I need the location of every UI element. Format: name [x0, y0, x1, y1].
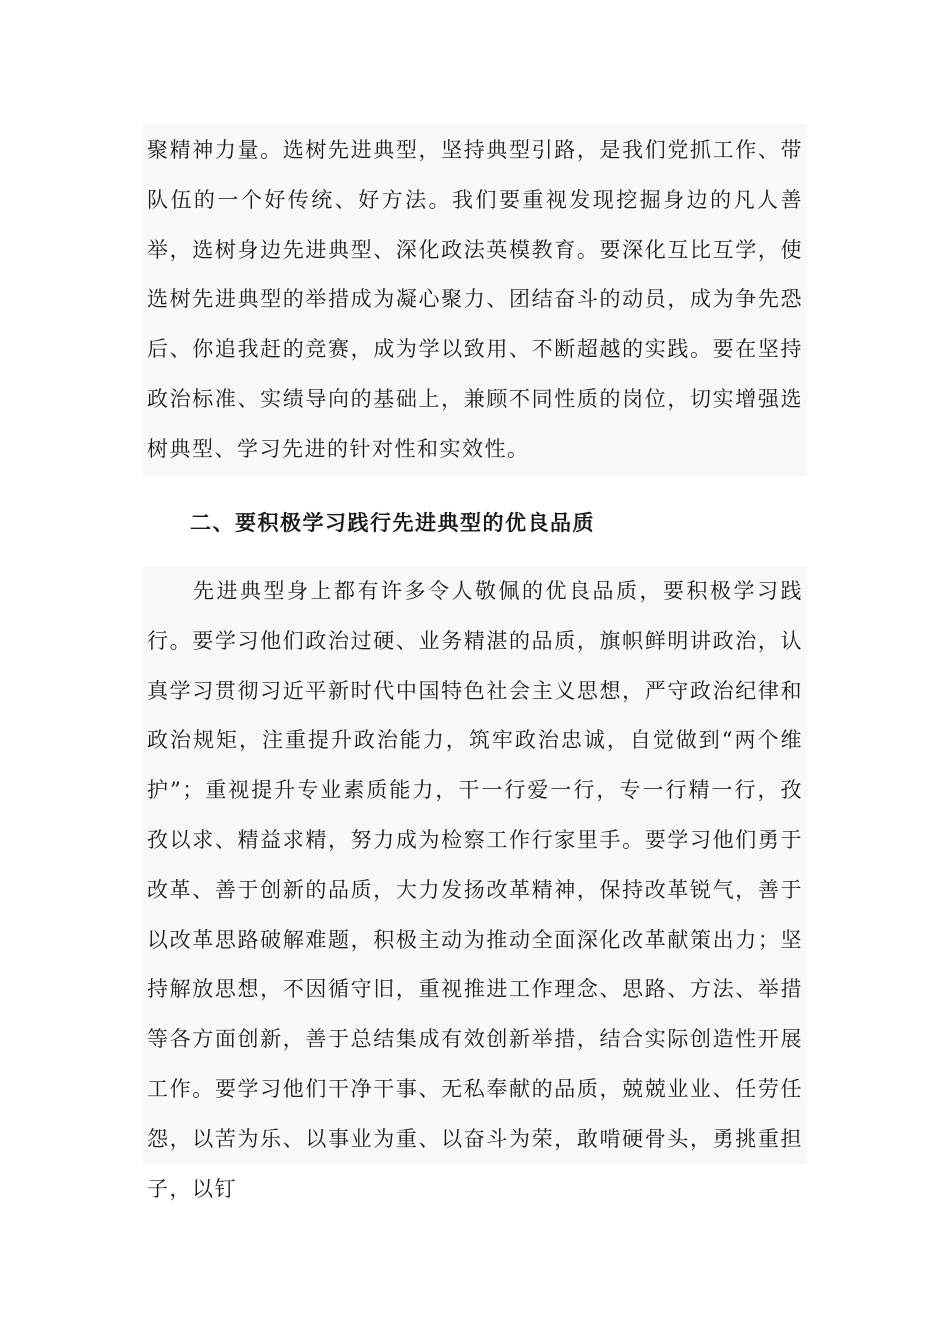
body-paragraph: 聚精神力量。选树先进典型，坚持典型引路，是我们党抓工作、带队伍的一个好传统、好方法。我们要重视发现挖掘身边的凡人善举，选树身边先进典型、深化政法英模教育。要深化互比互学，使选树先进典型的举措成为凝心聚力、团结奋斗的动员，成为争先恐后、你追我赶的竞赛，成为学以致用、不断超越的实践。要在坚持政治标准、实绩导向的基础上，兼顾不同性质的岗位，切实增强选树典型、学习先进的针对性和实效性。: [147, 138, 803, 461]
body-paragraph: 先进典型身上都有许多令人敬佩的优良品质，要积极学习践行。要学习他们政治过硬、业务精湛的品质，旗帜鲜明讲政治，认真学习贯彻习近平新时代中国特色社会主义思想，严守政治纪律和政治规矩，注重提升政治能力，筑牢政治忠诚，自觉做到“两个维护”；重视提升专业素质能力，干一行爱一行，专一行精一行，孜孜以求、精益求精，努力成为检察工作行家里手。要学习他们勇于改革、善于创新的品质，大力发扬改革精神，保持改革锐气，善于以改革思路破解难题，积极主动为推动全面深化改革献策出力；坚持解放思想，不因循守旧，重视推进工作理念、思路、方法、举措等各方面创新，善于总结集成有效创新举措，结合实际创造性开展工作。要学习他们干净干事、无私奉献的品质，兢兢业业、任劳任怨，以苦为乐、以事业为重、以奋斗为荣，敢啃硬骨头，勇挑重担子，以钉: [147, 579, 803, 1201]
section-heading: 二、要积极学习践行先进典型的优良品质: [190, 511, 595, 535]
text-block-lower: [143, 566, 807, 1201]
text-block-upper: [143, 124, 807, 476]
